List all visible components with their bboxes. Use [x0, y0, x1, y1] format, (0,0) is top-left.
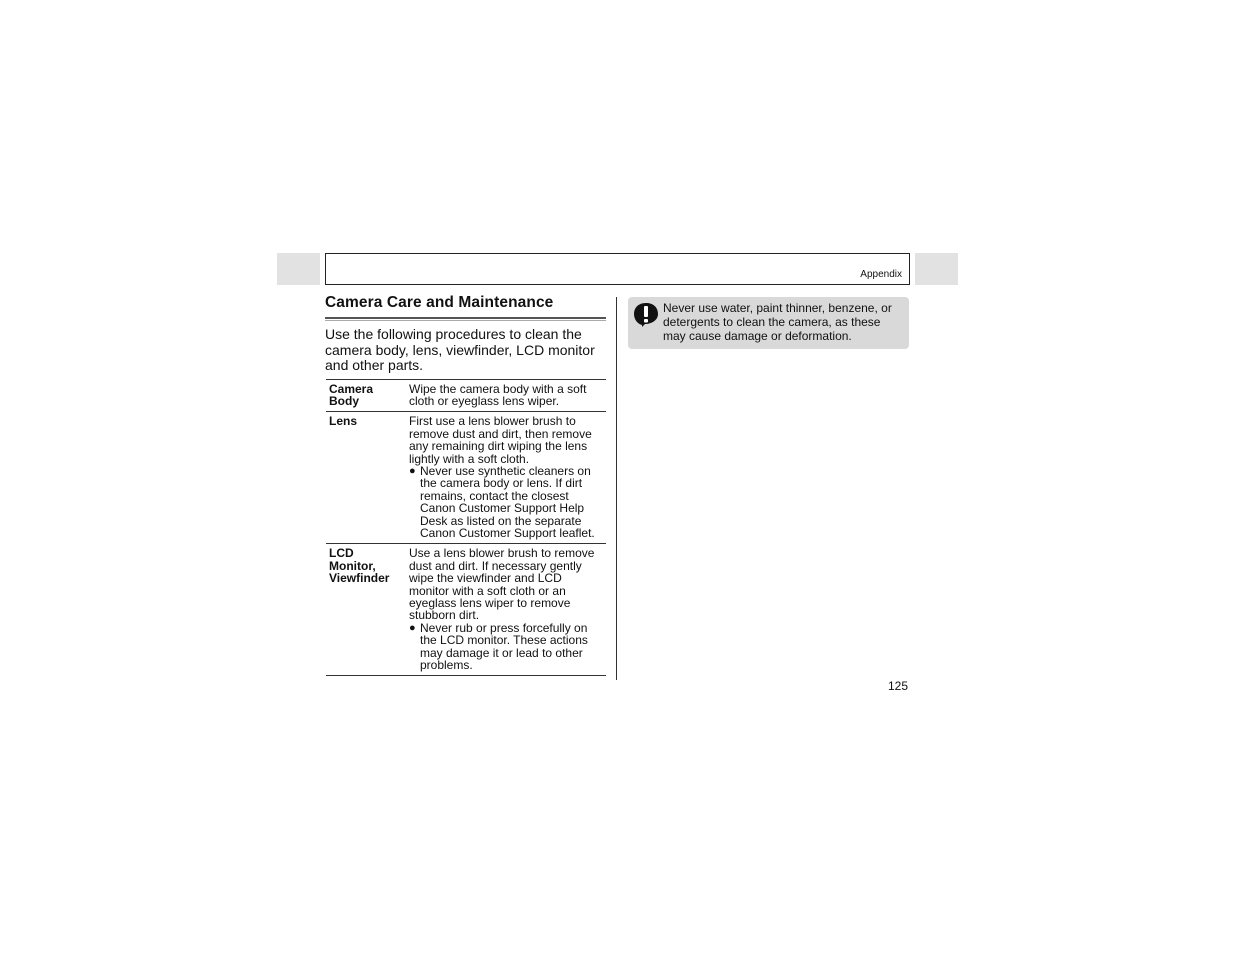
caution-box — [628, 297, 909, 349]
row-content — [406, 379, 606, 412]
page-title: Camera Care and Maintenance — [325, 294, 554, 311]
row-label: Camera Body — [329, 381, 374, 408]
row-text: Use a lens blower brush to remove dust and dirt. If necessary gently wipe the viewfinder and LCD monitor with a soft cloth or an eyeglass lens wiper to remove stubborn dirt. — [409, 546, 595, 623]
row-bullet — [409, 622, 603, 672]
row-content — [406, 544, 606, 676]
table-row — [326, 379, 606, 412]
row-text: Wipe the camera body with a soft cloth or eyeglass lens wiper. — [409, 381, 587, 408]
left-edge-tab — [277, 253, 320, 285]
care-table — [326, 379, 606, 677]
main-column — [325, 294, 606, 676]
bullet-dot-icon: ● — [409, 621, 416, 634]
table-row — [326, 544, 606, 676]
column-divider — [616, 297, 617, 680]
right-edge-tab — [915, 253, 958, 285]
row-label: LCD Monitor, Viewfinder — [329, 546, 390, 586]
caution-icon — [633, 302, 659, 328]
bullet-text: Never rub or press forcefully on the LCD monitor. These actions may damage it or lead to other problems. — [420, 620, 588, 673]
row-content — [406, 412, 606, 544]
intro-paragraph: Use the following procedures to clean the camera body, lens, viewfinder, LCD monitor and other parts. — [325, 326, 595, 373]
bullet-text: Never use synthetic cleaners on the camera body or lens. If dirt remains, contact the closest Canon Customer Support Help Desk as listed on the separate Canon Customer Support leaflet. — [420, 463, 595, 540]
title-rule — [325, 317, 606, 319]
table-row — [326, 412, 606, 544]
section-label: Appendix — [860, 269, 902, 280]
title-rule-secondary — [325, 320, 606, 321]
row-bullet — [409, 465, 603, 539]
caution-text: Never use water, paint thinner, benzene, or detergents to clean the camera, as these may cause damage or deformation. — [663, 301, 892, 343]
bullet-dot-icon: ● — [409, 464, 416, 477]
page-number: 125 — [888, 679, 909, 693]
row-text: First use a lens blower brush to remove dust and dirt, then remove any remaining dirt wiping the lens lightly with a soft cloth. — [409, 414, 592, 466]
row-label: Lens — [329, 414, 358, 429]
page-header — [325, 253, 910, 285]
